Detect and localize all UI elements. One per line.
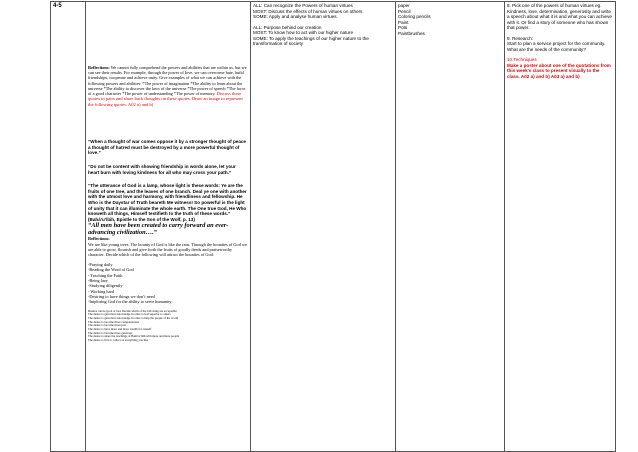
list-item: -Studying diligently bbox=[88, 283, 123, 289]
quote-utterance: “The utterance of God is a lamp, whose light is these words: Ye are the fruits of one tree, and the leaves of one branch. Deal ye one with another with the utmost love and harmony, with friendliness and fellowship. He Who is the Daystar of Truth beareth Me witness! So powerful is the light of unity that it can illuminate the whole earth. The One true God, He Who knoweth all things, Himself testifieth to the truth of these words.” (Bahá’u’lláh, Epistle to the Son of the Wolf, p. 13) bbox=[88, 183, 247, 222]
objectives-cell bbox=[251, 2, 396, 452]
list-item: Paint bbox=[398, 19, 409, 25]
objective-all: ALL: Can recognize the Powers of human virtues bbox=[253, 3, 353, 8]
objective-most: MOST: Discuss the effects of human virtues on others bbox=[253, 8, 363, 14]
task-8: 8. Pick one of the powers of human virtues eg. Kindness, love, determination, generosity and write a speech about what it is and what you can achieve with it. Or find a story of someone who has shown that power. bbox=[507, 3, 612, 30]
reflections-text: We cannot fully comprehend the powers and abilities that are within us, but we can see their results. For example, through the power of love, we can overcome hate, build friendships, cooperate and achieve unity. Give examples of what we can achieve with the following powers and abilities: *The power of imagination *The ability to learn about the universe *The ability to discover the laws of the universe *The power of speech *The force of a good character *The power of understanding *The power of memory. bbox=[88, 65, 247, 97]
task-10-text: Make a poster about one of the quotations from this week's class to present visually to the class. A02 a) and b) A03 a) and b) bbox=[507, 62, 611, 79]
list-item: - Teaching the Faith bbox=[88, 272, 123, 278]
bounties-list bbox=[88, 262, 248, 304]
list-item: -Being lazy bbox=[88, 278, 108, 284]
list-item: The desire to live to collect as everything you like bbox=[88, 338, 149, 343]
row-label: 4-5 bbox=[51, 2, 86, 452]
reflections-label: Reflections: bbox=[88, 65, 110, 70]
list-item: The desire to share the teachings of Bahá’u’lláh with more and more people bbox=[88, 334, 180, 339]
materials-cell bbox=[396, 2, 505, 452]
list-item: Pots bbox=[398, 25, 408, 30]
list-item: The desire to become more just bbox=[88, 323, 126, 328]
quote-civilization: “All men have been created to carry forward an ever-advancing civilization….” bbox=[88, 222, 229, 237]
reflections2-text: We are like young trees. The bounty of God is like the rain. Through the bounties of God we are able to grow, flourish and give forth the fruits of goodly deeds and praiseworthy character. Decide which of the following will attract the bounties of God: bbox=[88, 241, 247, 257]
purpose-all: ALL: Purpose behind our creation bbox=[253, 24, 322, 30]
discuss-text: Discuss these quotes in pairs and share back thoughts on these quotes. Draw an image to represent the following quotes: A02 a) and b) bbox=[88, 91, 243, 107]
assessment-cell bbox=[505, 2, 616, 452]
list-item: -Desiring to have things we don’t need bbox=[88, 293, 155, 299]
purpose-most: MOST: To know how to act with our higher nature bbox=[253, 30, 354, 35]
list-item: The desire to become more compassionate bbox=[88, 319, 140, 324]
list-item: -Reading the Word of God bbox=[88, 267, 134, 273]
quote-friendship: “Do not be content with showing friendship in words alone, let your heart burn with loving kindness for all who may cross your path.” bbox=[88, 164, 236, 175]
list-item: Coloring pencils bbox=[398, 14, 431, 19]
reflections2-block bbox=[88, 236, 248, 257]
task-9-text: Start to plan a service project for the community. What are the needs of the community? bbox=[507, 41, 606, 52]
list-item: Pencil bbox=[398, 8, 411, 14]
activities-cell bbox=[86, 2, 251, 452]
reflections-block bbox=[88, 65, 248, 107]
table-row bbox=[51, 2, 616, 452]
list-item: -Imploring God for the ability to serve humanity bbox=[88, 299, 172, 305]
list-item: The desire to have more and more wealth for oneself bbox=[88, 327, 152, 332]
list-item: Paintbrushes bbox=[398, 30, 425, 36]
list-item: - Working hard bbox=[88, 288, 115, 294]
list-item: -Praying daily bbox=[88, 262, 113, 268]
lesson-plan-page bbox=[50, 1, 612, 451]
list-item: The desire to become more generous bbox=[88, 330, 133, 335]
lesson-plan-table bbox=[50, 1, 616, 452]
quote-war-peace: “When a thought of war comes oppose it by a stronger thought of peace a thought of hatred must be destroyed by a more powerful thought of love.” bbox=[88, 139, 246, 156]
task-10-label: 10.Techniques bbox=[507, 57, 537, 62]
task-9-label: 9. Research: bbox=[507, 35, 534, 41]
list-item: The desire to gain more knowledge in order to feel superior to others bbox=[88, 312, 171, 317]
purpose-some: SOME: To apply the teachings of our higher nature to the transformation of society bbox=[253, 35, 369, 46]
reflections2-label: Reflections: bbox=[88, 236, 110, 242]
list-item: The desire to gain more knowledge in order to help the people of the world bbox=[88, 315, 179, 320]
list-item: paper bbox=[398, 3, 410, 8]
desires-intro: Desires can be good or bad. Decide which of the following are acceptable: bbox=[88, 308, 178, 313]
desires-block bbox=[88, 310, 248, 343]
objective-some: SOME: Apply and analyse human virtues. bbox=[253, 14, 338, 19]
